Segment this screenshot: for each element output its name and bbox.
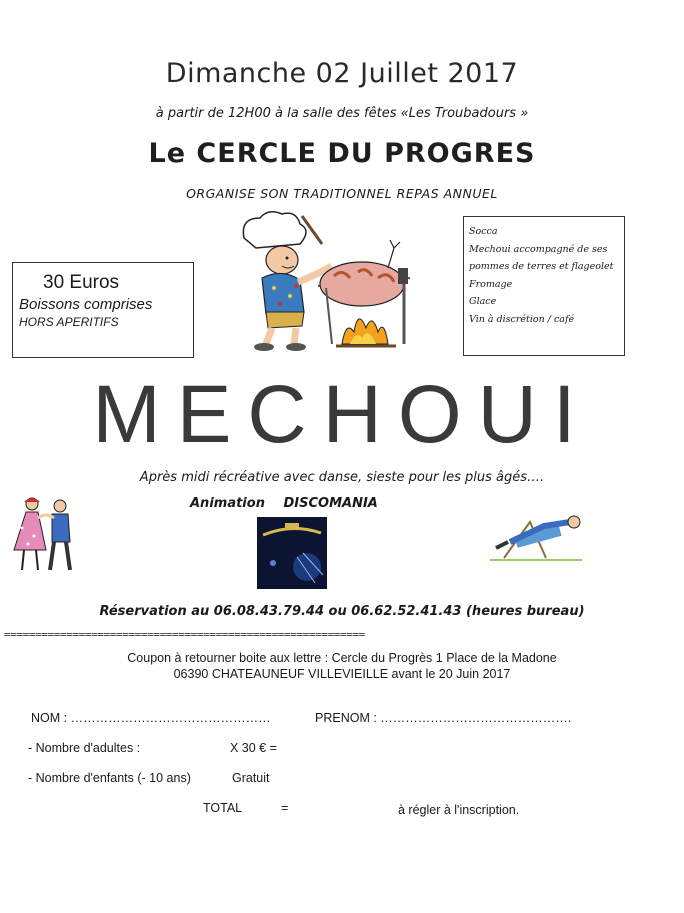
menu-item: pommes de terres et flageolet bbox=[469, 261, 614, 273]
price-box bbox=[12, 262, 194, 358]
event-tagline: ORGANISE SON TRADITIONNEL REPAS ANNUEL bbox=[186, 186, 498, 201]
drinks-included: Boissons comprises bbox=[19, 296, 153, 313]
menu-item: Socca bbox=[469, 226, 498, 237]
chef-roasting-illustration bbox=[238, 208, 413, 353]
total-label: TOTAL bbox=[203, 801, 243, 815]
cut-separator: ========================================================== bbox=[4, 628, 365, 641]
napping-person-illustration bbox=[490, 512, 582, 562]
adultes-label: - Nombre d'adultes : bbox=[28, 741, 141, 755]
coupon-line-2: 06390 CHATEAUNEUF VILLEVIEILLE avant le 20 Juin 2017 bbox=[173, 667, 511, 681]
mechoui-title: MECHOUI bbox=[92, 369, 592, 460]
nom-field[interactable]: NOM : ………………………………………… bbox=[31, 711, 271, 725]
enfants-label: - Nombre d'enfants (- 10 ans) bbox=[28, 771, 191, 785]
dancing-couple-illustration bbox=[10, 494, 82, 576]
prenom-field[interactable]: PRENOM : ………………………………………. bbox=[315, 711, 572, 725]
event-venue: à partir de 12H00 à la salle des fêtes «Les Troubadours » bbox=[155, 106, 529, 121]
total-note: à régler à l'inscription. bbox=[398, 803, 520, 817]
menu-item: Glace bbox=[469, 296, 497, 308]
enfants-price: Gratuit bbox=[232, 771, 270, 785]
aperitifs-excluded: HORS APERITIFS bbox=[19, 315, 119, 329]
animation-label: Animation bbox=[190, 496, 265, 511]
coupon-line-1: Coupon à retourner boite aux lettre : Cercle du Progrès 1 Place de la Madone bbox=[127, 651, 557, 665]
price-amount: 30 Euros bbox=[43, 272, 120, 293]
organizer-name: Le CERCLE DU PROGRES bbox=[148, 138, 536, 169]
animation-name: DISCOMANIA bbox=[283, 496, 378, 511]
menu-item: Vin à discrétion / café bbox=[469, 313, 575, 325]
animation-line bbox=[190, 496, 392, 511]
menu-item: Fromage bbox=[469, 278, 513, 290]
afternoon-description: Après midi récréative avec danse, sieste pour les plus âgés…. bbox=[139, 470, 545, 485]
discomania-logo bbox=[257, 517, 327, 589]
coupon-instructions bbox=[0, 650, 684, 682]
adultes-price: X 30 € = bbox=[230, 741, 277, 755]
total-equals: = bbox=[281, 801, 289, 815]
menu-item: Mechoui accompagné de ses bbox=[469, 243, 608, 255]
event-date: Dimanche 02 Juillet 2017 bbox=[165, 58, 519, 89]
reservation-phones: Réservation au 06.08.43.79.44 ou 06.62.52.41.43 (heures bureau) bbox=[99, 604, 585, 619]
menu-box bbox=[463, 216, 625, 356]
